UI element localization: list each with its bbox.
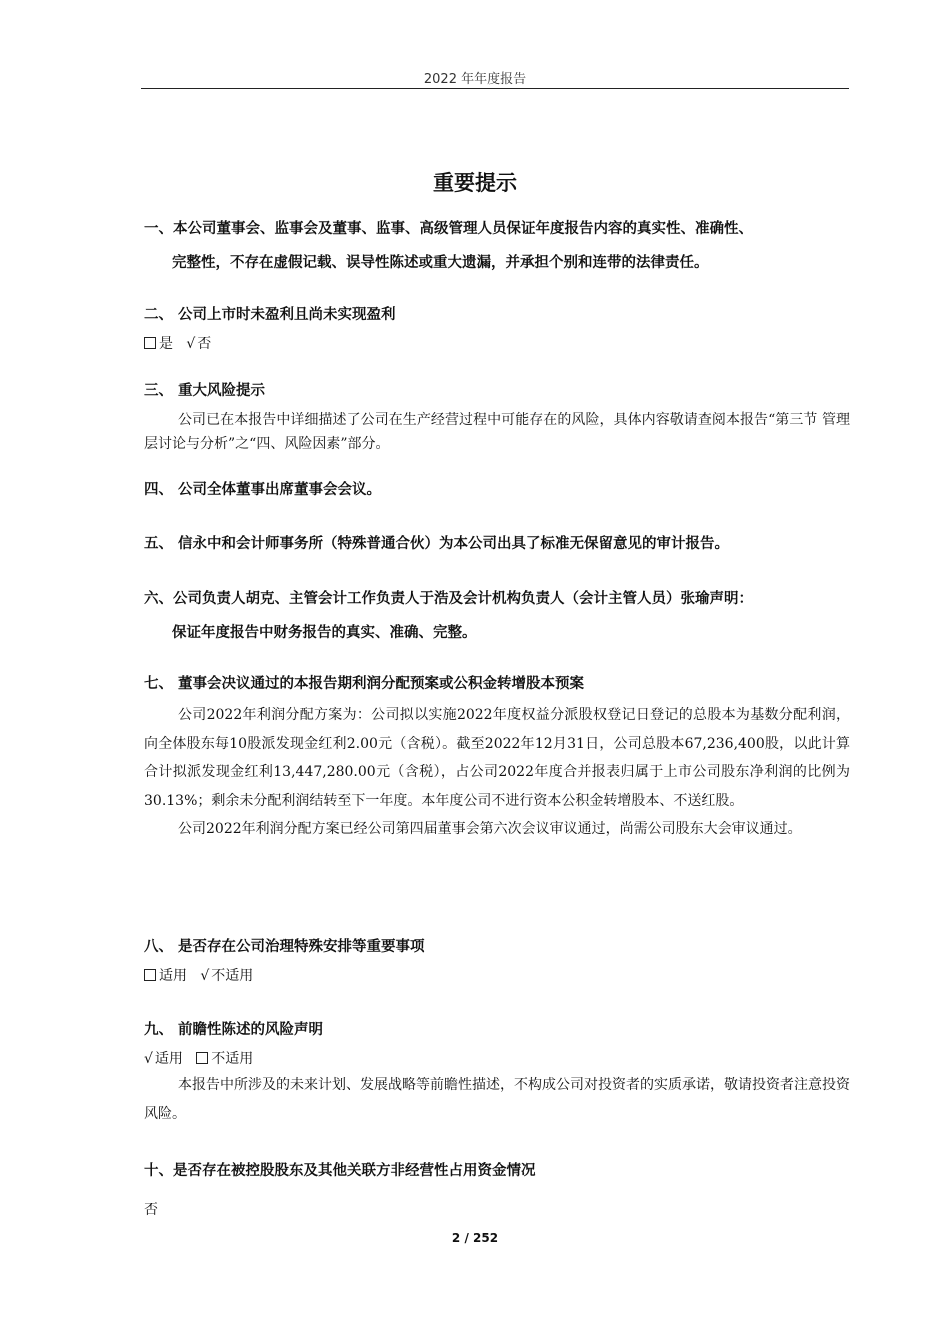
section-7-paragraph-1: 公司2022年利润分配方案为：公司拟以实施2022年度权益分派股权登记日登记的总股本为基数分配利润，向全体股东每10股派发现金红利2.00元（含税）。截至2022年12月31日，公司总股本67,236,400股，以此计算合计拟派发现金红利13,447,280.00元（含税），占公司2022年度合并报表归属于上市公司股东净利润的比例为30.13%；剩余未分配利润结转至下一年度。本年度公司不进行资本公积金转增股本、不送红股。 — [144, 707, 850, 809]
section-7 — [144, 667, 850, 844]
section-5-heading: 五、 信永中和会计师事务所（特殊普通合伙）为本公司出具了标准无保留意见的审计报告。 — [144, 536, 730, 552]
checkbox-empty-icon — [144, 969, 156, 981]
checkbox-empty-icon — [144, 337, 156, 349]
section-1-heading — [144, 212, 850, 280]
section-5 — [144, 527, 850, 561]
option-yes: 是 — [159, 336, 173, 352]
option-applicable: 适用 — [154, 1051, 183, 1067]
section-8 — [144, 930, 850, 988]
option-applicable: 适用 — [159, 968, 187, 984]
option-not-applicable: 不适用 — [211, 968, 254, 984]
checkmark-icon: √ — [144, 1051, 153, 1067]
checkmark-icon: √ — [186, 336, 196, 352]
section-10-answer: 否 — [144, 1202, 158, 1218]
checkmark-icon: √ — [200, 968, 210, 984]
section-7-heading: 七、 董事会决议通过的本报告期利润分配预案或公积金转增股本预案 — [144, 676, 585, 692]
section-8-options — [144, 964, 850, 988]
section-6-line-1: 六、公司负责人胡克、主管会计工作负责人于浩及会计机构负责人（会计主管人员）张瑜声明： — [144, 591, 753, 607]
section-10 — [144, 1154, 850, 1225]
section-4 — [144, 473, 850, 507]
section-2-options — [144, 332, 850, 356]
section-6-heading — [144, 582, 850, 650]
page-number: 2 / 252 — [451, 1231, 499, 1245]
section-1 — [144, 212, 850, 280]
section-9-paragraph: 本报告中所涉及的未来计划、发展战略等前瞻性描述，不构成公司对投资者的实质承诺，敬请投资者注意投资风险。 — [144, 1077, 850, 1122]
section-10-heading: 十、是否存在被控股股东及其他关联方非经营性占用资金情况 — [144, 1163, 536, 1179]
section-8-heading: 八、 是否存在公司治理特殊安排等重要事项 — [144, 939, 425, 955]
section-2-heading: 二、 公司上市时未盈利且尚未实现盈利 — [144, 307, 396, 323]
page-title: 重要提示 — [433, 171, 517, 195]
section-1-line-2: 完整性，不存在虚假记载、误导性陈述或重大遗漏，并承担个别和连带的法律责任。 — [172, 255, 709, 271]
section-6 — [144, 582, 850, 650]
section-2 — [144, 298, 850, 356]
header-rule — [141, 88, 849, 89]
section-6-line-2: 保证年度报告中财务报告的真实、准确、完整。 — [172, 625, 477, 641]
section-7-paragraph-2: 公司2022年利润分配方案已经公司第四届董事会第六次会议审议通过，尚需公司股东大会审议通过。 — [178, 821, 802, 837]
option-no: 否 — [197, 336, 212, 352]
checkbox-empty-icon — [196, 1052, 208, 1064]
section-3-paragraph: 公司已在本报告中详细描述了公司在生产经营过程中可能存在的风险，具体内容敬请查阅本报告“第三节 管理层讨论与分析”之“四、风险因素”部分。 — [144, 412, 850, 452]
section-9-options — [144, 1047, 850, 1071]
section-3 — [144, 374, 850, 456]
section-1-line-1: 一、本公司董事会、监事会及董事、监事、高级管理人员保证年度报告内容的真实性、准确性、 — [144, 221, 753, 237]
section-3-heading: 三、 重大风险提示 — [144, 383, 266, 399]
option-not-applicable: 不适用 — [211, 1051, 254, 1067]
section-9-heading: 九、 前瞻性陈述的风险声明 — [144, 1022, 324, 1038]
page-header: 2022 年年度报告 — [423, 72, 527, 87]
section-9 — [144, 1013, 850, 1128]
section-4-heading: 四、 公司全体董事出席董事会会议。 — [144, 482, 382, 498]
